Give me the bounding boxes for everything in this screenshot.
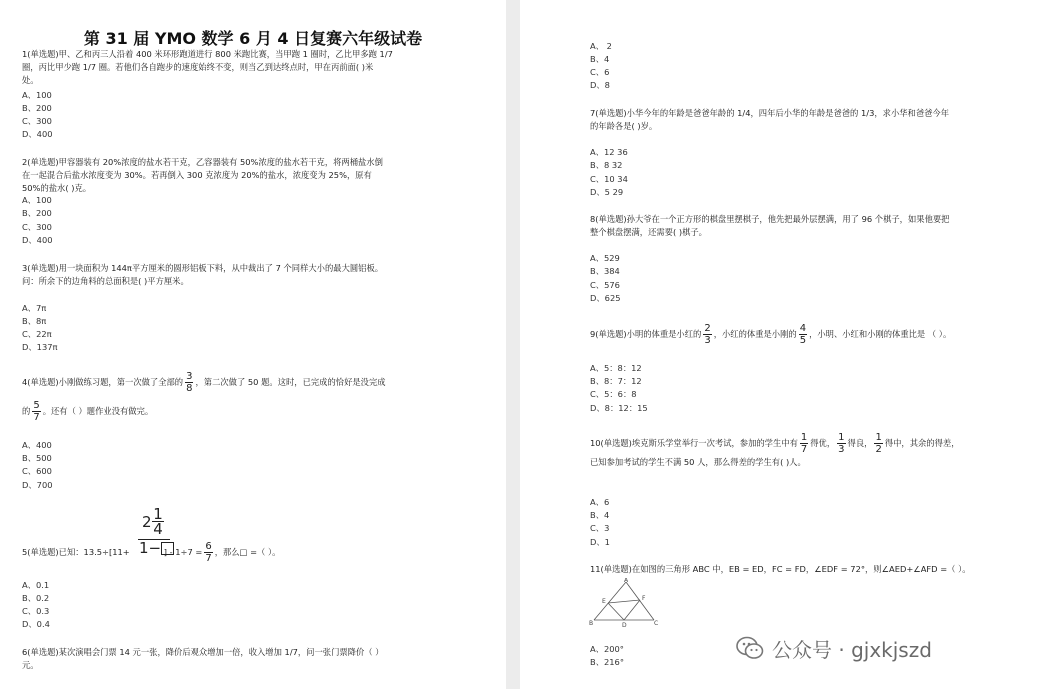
q10-option-d[interactable]: D、1: [590, 537, 610, 547]
exam-title: 第 31 届 YMO 数学 6 月 4 日复赛六年级试卷: [83, 29, 423, 48]
q1-line-3: 处。: [22, 75, 39, 85]
q2-line-1: 2(单选题)甲容器装有 20%浓度的盐水若干克，乙容器装有 50%浓度的盐水若干克，将两桶盐水倒: [22, 157, 383, 167]
q5-one-minus: 1−: [139, 539, 162, 557]
q6-line-2: 元。: [22, 660, 39, 670]
q1-option-a[interactable]: A、100: [22, 90, 52, 100]
q4-text-pre: 4(单选题)小刚做练习题，第一次做了全部的: [22, 377, 184, 387]
q8-line-1: 8(单选题)孙大爷在一个正方形的棋盘里摆棋子，他先把最外层摆满，用了 96 个棋子，如果他要把: [590, 214, 950, 224]
q11-label-e: E: [602, 598, 606, 605]
q10-text-m1: 得优，: [810, 438, 836, 448]
q7-line-1: 7(单选题)小华今年的年龄是爸爸年龄的 1/4，四年后小华的年龄是爸爸的 1/3，求小华和爸爸今年: [590, 108, 950, 118]
q5-text-mid: ] - 1÷7 =: [163, 547, 203, 557]
q11-segment-ed: [608, 603, 624, 620]
q10-fraction-1: $\frac{1}{7}$: [800, 432, 808, 455]
q9-text-mid: ，小红的体重是小刚的: [713, 329, 797, 339]
q4-option-c[interactable]: C、600: [22, 466, 52, 476]
q4-text-mid: ，第二次做了 50 题。这时，已完成的恰好是没完成: [195, 377, 386, 387]
q6-line-1: 6(单选题)某次演唱会门票 14 元一张，降价后观众增加一倍，收入增加 1/7，问一张门票降价（ ）: [22, 647, 384, 657]
q3-option-d[interactable]: D、137π: [22, 342, 58, 352]
q1-option-d[interactable]: D、400: [22, 129, 53, 139]
q4-line-1: [22, 368, 386, 396]
q3-option-a[interactable]: A、7π: [22, 303, 47, 313]
q9-line: [590, 320, 951, 348]
wechat-icon: [735, 633, 765, 663]
q3-line-1: 3(单选题)用一块面积为 144π平方厘米的圆形铝板下料，从中裁出了 7 个同样大小的最大圆铝板。: [22, 263, 384, 273]
page-left: [0, 0, 506, 689]
q9-option-d[interactable]: D、8：12：15: [590, 403, 648, 413]
q8-option-d[interactable]: D、625: [590, 293, 621, 303]
page-right: [520, 0, 1038, 689]
q1-option-c[interactable]: C、300: [22, 116, 52, 126]
q11-label-b: B: [589, 620, 594, 627]
q9-option-b[interactable]: B、8：7：12: [590, 376, 642, 386]
q10-fraction-2: $\frac{1}{3}$: [838, 432, 845, 455]
q11-triangle-figure: [588, 578, 660, 628]
q11-label-f: F: [642, 595, 646, 602]
q11-option-b[interactable]: B、216°: [590, 657, 624, 667]
q7-option-d[interactable]: D、5 29: [590, 187, 624, 197]
q9-option-a[interactable]: A、5：8：12: [590, 363, 642, 373]
q8-line-2: 整个棋盘摆满，还需要( )棋子。: [590, 227, 707, 237]
q10-option-a[interactable]: A、6: [590, 497, 610, 507]
q11-side-ab: [594, 582, 626, 620]
q8-option-b[interactable]: B、384: [590, 266, 620, 276]
q10-text-m2: 得良，: [847, 438, 873, 448]
q9-text-pre: 9(单选题)小明的体重是小红的: [590, 329, 702, 339]
q11-label-d: D: [622, 622, 627, 628]
q1-line-2: 圈，丙比甲少跑 1/7 圈。若他们各自跑步的速度始终不变，则当乙到达终点时，甲在丙前面( )米: [22, 62, 374, 72]
q4-option-a[interactable]: A、400: [22, 440, 52, 450]
q11-option-a[interactable]: A、200°: [590, 644, 624, 654]
q10-text-m3: 得中，其余的得差，: [884, 438, 960, 448]
q4-fraction-1: $\frac{3}{8}$: [186, 371, 193, 394]
q5-option-a[interactable]: A、0.1: [22, 580, 50, 590]
q7-option-b[interactable]: B、8 32: [590, 160, 623, 170]
q2-line-3: 50%的盐水( )克。: [22, 183, 92, 193]
q5-option-c[interactable]: C、0.3: [22, 606, 50, 616]
q5-text-post: ，那么□ =（ ）。: [214, 547, 281, 557]
q9-fraction-2: $\frac{4}{5}$: [799, 323, 807, 346]
q4-line-2: [22, 397, 153, 425]
q6-option-a[interactable]: A、 2: [590, 41, 612, 51]
q5-big-denominator: 4: [153, 520, 163, 538]
q4-text-post: 。还有（ ）题作业没有做完。: [42, 406, 154, 416]
q4-fraction-2: $\frac{5}{7}$: [33, 400, 40, 423]
q7-line-2: 的年龄各是( )岁。: [590, 121, 658, 131]
q2-option-a[interactable]: A、100: [22, 195, 52, 205]
q8-option-c[interactable]: C、576: [590, 280, 620, 290]
q9-fraction-1: $\frac{2}{3}$: [704, 323, 711, 346]
q2-option-d[interactable]: D、400: [22, 235, 53, 245]
q8-option-a[interactable]: A、529: [590, 253, 620, 263]
q6-option-c[interactable]: C、6: [590, 67, 610, 77]
q11-segment-ef: [608, 600, 640, 603]
q5-text-pre: 5(单选题)已知：13.5÷[11+: [22, 547, 130, 557]
watermark-text: 公众号 · gjxkjszd: [772, 638, 932, 662]
q5-fraction: $\frac{6}{7}$: [205, 541, 212, 564]
q11-label-a: A: [624, 578, 629, 584]
q2-line-2: 在一起混合后盐水浓度变为 30%。若再倒入 300 克浓度为 20%的盐水，浓度变为 25%，原有: [22, 170, 372, 180]
q10-fraction-3: $\frac{1}{2}$: [875, 432, 882, 455]
q10-line-1: [590, 429, 960, 457]
q5-option-b[interactable]: B、0.2: [22, 593, 50, 603]
q10-option-c[interactable]: C、3: [590, 523, 610, 533]
q5-big-whole: 2: [142, 513, 152, 531]
q11-segment-fd: [624, 600, 640, 620]
q3-option-c[interactable]: C、22π: [22, 329, 52, 339]
q7-option-c[interactable]: C、10 34: [590, 174, 628, 184]
q5-option-d[interactable]: D、0.4: [22, 619, 50, 629]
q4-option-b[interactable]: B、500: [22, 453, 52, 463]
q6-option-d[interactable]: D、8: [590, 80, 610, 90]
q7-option-a[interactable]: A、12 36: [590, 147, 628, 157]
q6-option-b[interactable]: B、4: [590, 54, 610, 64]
q9-option-c[interactable]: C、5：6：8: [590, 389, 637, 399]
q10-line-2: 已知参加考试的学生不满 50 人，那么得差的学生有( )人。: [590, 457, 806, 467]
q1-line-1: 1(单选题)甲、乙和丙三人沿着 400 米环形跑道进行 800 米跑比赛，当甲跑 1 圈时，乙比甲多跑 1/7: [22, 49, 393, 59]
q10-text-pre: 10(单选题)埃克斯乐学堂举行一次考试，参加的学生中有: [590, 438, 798, 448]
q4-option-d[interactable]: D、700: [22, 480, 53, 490]
q11-label-c: C: [654, 620, 659, 627]
q3-line-2: 问：所余下的边角料的总面积是( )平方厘米。: [22, 276, 189, 286]
q5-line: [22, 538, 280, 566]
q10-option-b[interactable]: B、4: [590, 510, 610, 520]
q2-option-b[interactable]: B、200: [22, 208, 52, 218]
q4-text-pre2: 的: [22, 406, 31, 416]
q11-line-1: 11(单选题)在如图的三角形 ABC 中，EB = ED，FC = FD，∠EDF = 72°，则∠AED+∠AFD =（ ）。: [590, 564, 971, 574]
q9-text-post: ，小明、小红和小刚的体重比是 （ ）。: [809, 329, 952, 339]
q5-big-numerator: 1: [153, 505, 163, 523]
q2-option-c[interactable]: C、300: [22, 222, 52, 232]
q1-option-b[interactable]: B、200: [22, 103, 52, 113]
q3-option-b[interactable]: B、8π: [22, 316, 47, 326]
